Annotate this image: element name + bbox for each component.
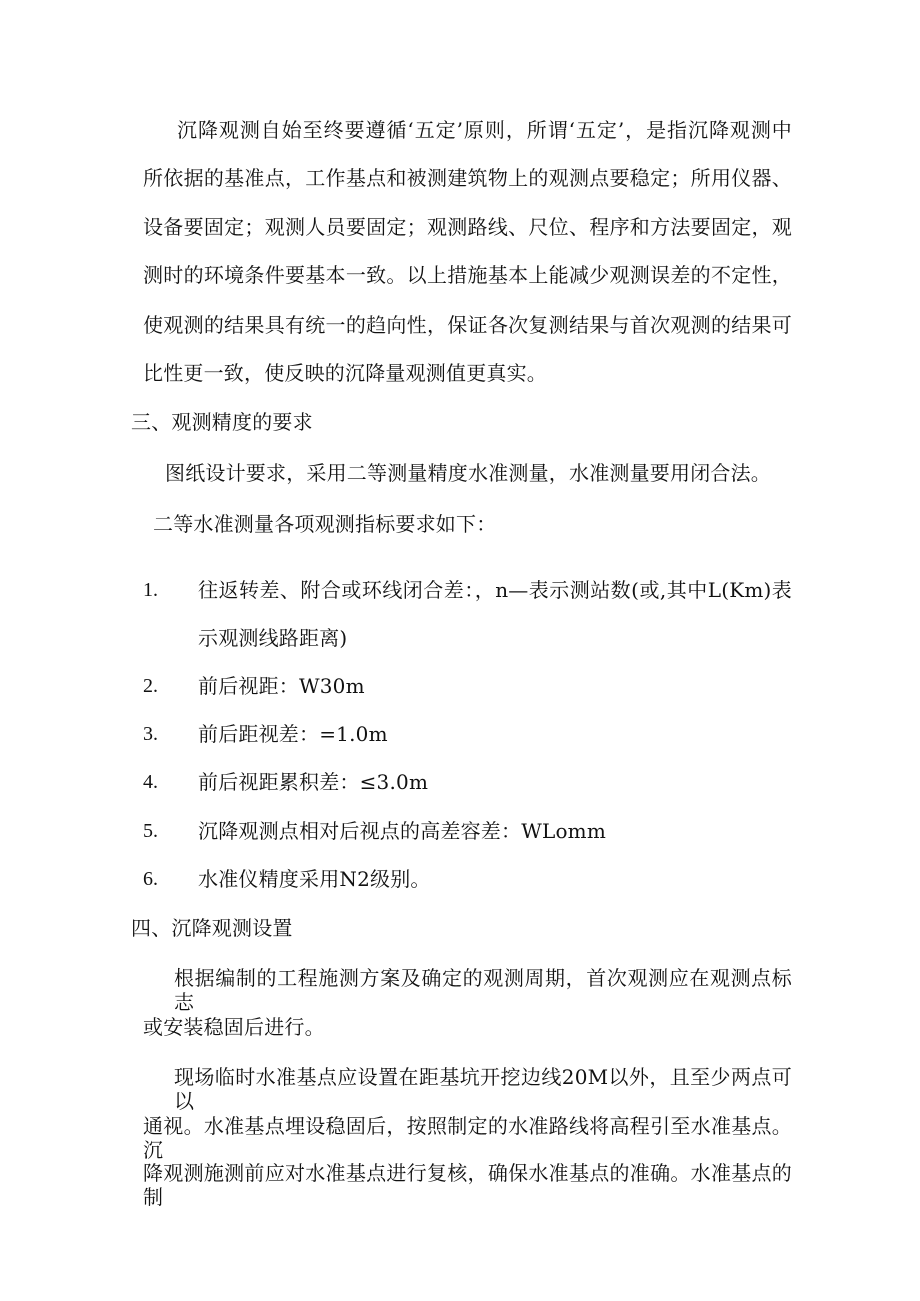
paragraph-line: 降观测施测前应对水准基点进行复核，确保水准基点的准确。水准基点的制 [143,1161,792,1209]
list-item-text: 示观测线路距离) [198,626,348,650]
list-item-text: 沉降观测点相对后视点的高差容差：WLomm [198,819,607,843]
paragraph-line: 通视。水准基点埋设稳固后，按照制定的水准路线将高程引至水准基点。沉 [143,1114,792,1162]
paragraph-line: 沉降观测自始至终要遵循‘五定’原则，所谓‘五定’，是指沉降观测中 [177,118,792,142]
paragraph-line: 测时的环境条件要基本一致。以上措施基本上能减少观测误差的不定性， [143,263,792,287]
paragraph-line: 或安装稳固后进行。 [143,1015,325,1039]
paragraph-line: 根据编制的工程施测方案及确定的观测周期，首次观测应在观测点标志 [174,966,792,1014]
list-item-text: 水准仪精度采用N2级别。 [198,867,431,891]
paragraph-line: 设备要固定；观测人员要固定；观测路线、尺位、程序和方法要固定，观 [143,215,792,239]
section-intro: 图纸设计要求，采用二等测量精度水准测量，水准测量要用闭合法。 [165,461,771,485]
section-heading: 三、观测精度的要求 [131,410,313,434]
list-item-text: 往返转差、附合或环线闭合差：，n—表示测站数(或,其中L(Km)表 [198,578,792,602]
list-item-number: 6. [143,868,158,890]
paragraph-line: 所依据的基准点，工作基点和被测建筑物上的观测点要稳定；所用仪器、 [143,166,792,190]
list-item-number: 1. [143,579,158,601]
list-item-number: 2. [143,675,158,697]
list-item-text: 前后视距累积差：≤3.0m [198,770,429,794]
paragraph-line: 使观测的结果具有统一的趋向性，保证各次复测结果与首次观测的结果可 [143,313,792,337]
section-subintro: 二等水准测量各项观测指标要求如下： [153,512,497,536]
paragraph-line: 比性更一致，使反映的沉降量观测值更真实。 [143,361,547,385]
list-item-number: 3. [143,723,158,745]
list-item-text: 前后视距：W30m [198,674,365,698]
list-item-number: 5. [143,820,158,842]
section-heading: 四、沉降观测设置 [131,916,293,940]
list-item-text: 前后距视差：=1.0m [198,722,388,746]
list-item-number: 4. [143,771,158,793]
paragraph-line: 现场临时水准基点应设置在距基坑开挖边线20M以外，且至少两点可以 [174,1065,792,1113]
